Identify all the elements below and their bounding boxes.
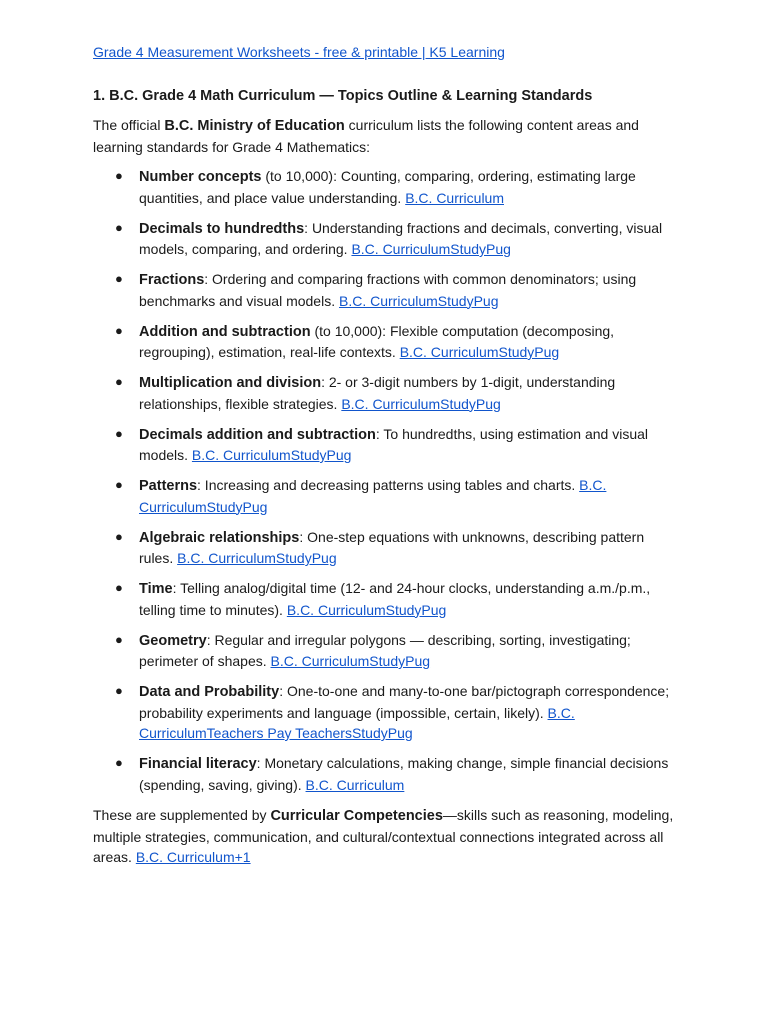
list-item bbox=[93, 372, 678, 414]
source-link[interactable]: B.C. CurriculumStudyPug bbox=[339, 292, 499, 309]
topic-text: : Ordering and comparing fractions with common denominators; using benchmarks and visual models. bbox=[139, 271, 637, 309]
bullet-icon: ● bbox=[115, 528, 123, 544]
topic-term: Addition and subtraction bbox=[139, 323, 311, 340]
topic-text: : Increasing and decreasing patterns using tables and charts. bbox=[197, 477, 580, 493]
bullet-icon: ● bbox=[115, 755, 123, 770]
bullet-icon: ● bbox=[115, 322, 123, 338]
source-link[interactable]: B.C. CurriculumStudyPug bbox=[351, 241, 511, 257]
topic-text: : Understanding fractions and decimals, converting, visual models, comparing, and ordering. bbox=[139, 219, 663, 257]
topic-term: Number concepts bbox=[139, 169, 262, 185]
intro-post: curriculum lists the following content areas and learning standards for Grade 4 Mathematics: bbox=[93, 117, 639, 155]
ministry-name: B.C. Ministry of Education bbox=[164, 118, 345, 134]
list-item bbox=[93, 321, 678, 363]
bullet-icon: ● bbox=[115, 631, 123, 647]
outro-pre: These are supplemented by bbox=[93, 807, 271, 823]
list-item bbox=[93, 218, 678, 260]
source-link[interactable]: B.C. CurriculumStudyPug bbox=[399, 344, 560, 360]
list-item bbox=[93, 424, 678, 466]
topic-text: : Regular and irregular polygons — describing, sorting, investigating; perimeter of shapes. bbox=[139, 631, 631, 669]
topic-term: Decimals to hundredths bbox=[139, 220, 305, 237]
list-item bbox=[93, 527, 678, 569]
source-link[interactable]: B.C. CurriculumStudyPug bbox=[341, 395, 501, 412]
source-link[interactable]: B.C. Curriculum bbox=[305, 776, 405, 793]
topic-term: Financial literacy bbox=[139, 756, 257, 772]
topic-text: : Monetary calculations, making change, simple financial decisions (spending, saving, giving). bbox=[139, 755, 669, 793]
k5-learning-link[interactable]: Grade 4 Measurement Worksheets - free & printable | K5 Learning bbox=[93, 44, 505, 60]
topic-term: Fractions bbox=[139, 272, 205, 288]
list-item bbox=[93, 753, 678, 795]
topic-list bbox=[93, 166, 678, 795]
bullet-icon: ● bbox=[115, 168, 123, 183]
source-link[interactable]: B.C. CurriculumStudyPug bbox=[270, 653, 431, 669]
topic-text: : 2- or 3-digit numbers by 1-digit, understanding relationships, flexible strategies. bbox=[139, 374, 616, 412]
source-link[interactable]: B.C. Curriculum bbox=[405, 189, 504, 206]
topic-text: (to 10,000): Counting, comparing, ordering, estimating large quantities, and place value understanding. bbox=[139, 168, 636, 206]
source-link[interactable]: B.C. CurriculumTeachers Pay TeachersStudyPug bbox=[139, 704, 575, 741]
list-item bbox=[93, 475, 678, 517]
topic-term: Algebraic relationships bbox=[139, 529, 300, 546]
bullet-icon: ● bbox=[115, 374, 123, 389]
document-body bbox=[93, 42, 678, 868]
topic-text: : One-to-one and many-to-one bar/pictograph correspondence; probability experiments and language (impossible, certain, likely). bbox=[139, 683, 670, 721]
bullet-icon: ● bbox=[115, 271, 123, 286]
list-item bbox=[93, 166, 678, 208]
topic-term: Patterns bbox=[139, 478, 198, 494]
topic-term: Time bbox=[139, 581, 173, 597]
bullet-icon: ● bbox=[115, 425, 123, 441]
topic-text: : Telling analog/digital time (12- and 24-hour clocks, understanding a.m./p.m., telling time to minutes). bbox=[139, 580, 651, 618]
topic-text: : To hundredths, using estimation and visual models. bbox=[139, 425, 649, 463]
source-link[interactable]: B.C. CurriculumStudyPug bbox=[139, 477, 607, 515]
topic-term: Data and Probability bbox=[139, 684, 280, 700]
outro-paragraph bbox=[93, 805, 678, 868]
bullet-icon: ● bbox=[115, 219, 123, 235]
source-link[interactable]: B.C. Curriculum+1 bbox=[135, 849, 251, 865]
topic-term: Geometry bbox=[139, 632, 207, 649]
topic-term: Decimals addition and subtraction bbox=[139, 426, 376, 443]
topic-text: (to 10,000): Flexible computation (decomposing, regrouping), estimation, real-life contexts. bbox=[139, 322, 615, 360]
source-link[interactable]: B.C. CurriculumStudyPug bbox=[177, 550, 337, 566]
bullet-icon: ● bbox=[115, 580, 123, 595]
intro-paragraph bbox=[93, 115, 678, 157]
intro-pre: The official bbox=[93, 117, 165, 133]
list-item bbox=[93, 578, 678, 620]
section-heading: 1. B.C. Grade 4 Math Curriculum — Topics Outline & Learning Standards bbox=[93, 88, 593, 104]
source-link[interactable]: B.C. CurriculumStudyPug bbox=[191, 447, 352, 463]
topic-text: : One-step equations with unknowns, describing pattern rules. bbox=[139, 528, 645, 566]
bullet-icon: ● bbox=[115, 477, 123, 492]
list-item bbox=[93, 681, 678, 744]
source-link[interactable]: B.C. CurriculumStudyPug bbox=[286, 601, 447, 618]
competencies-term: Curricular Competencies bbox=[270, 808, 443, 824]
list-item bbox=[93, 269, 678, 311]
topic-term: Multiplication and division bbox=[139, 375, 322, 391]
outro-post: —skills such as reasoning, modeling, multiple strategies, communication, and cultural/contextual connections integrated across all areas. bbox=[93, 807, 674, 865]
bullet-icon: ● bbox=[115, 683, 123, 698]
list-item bbox=[93, 630, 678, 672]
